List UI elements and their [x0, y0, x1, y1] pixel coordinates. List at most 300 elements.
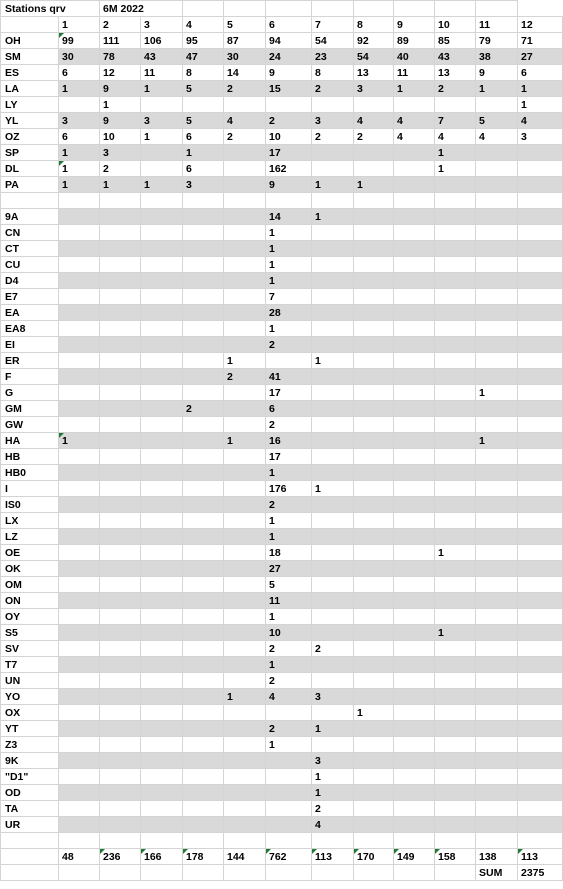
data-cell[interactable]: 15	[266, 81, 312, 97]
data-cell[interactable]: 4	[224, 113, 266, 129]
data-cell[interactable]	[435, 97, 476, 113]
data-cell[interactable]	[100, 337, 141, 353]
row-label-cell[interactable]: SP	[1, 145, 59, 161]
data-cell[interactable]	[518, 177, 563, 193]
row-label-cell[interactable]: CT	[1, 241, 59, 257]
data-cell[interactable]: 14	[224, 65, 266, 81]
data-cell[interactable]	[312, 273, 354, 289]
sum-value-cell[interactable]: 2375	[518, 865, 563, 881]
data-cell[interactable]	[266, 97, 312, 113]
data-cell[interactable]	[224, 737, 266, 753]
data-cell[interactable]	[476, 753, 518, 769]
data-cell[interactable]	[266, 785, 312, 801]
data-cell[interactable]	[476, 529, 518, 545]
data-cell[interactable]	[518, 289, 563, 305]
data-cell[interactable]	[183, 545, 224, 561]
data-cell[interactable]: 1	[476, 433, 518, 449]
data-cell[interactable]	[224, 97, 266, 113]
data-cell[interactable]	[518, 833, 563, 849]
data-cell[interactable]	[354, 673, 394, 689]
data-cell[interactable]	[476, 337, 518, 353]
data-cell[interactable]	[141, 161, 183, 177]
data-cell[interactable]	[435, 785, 476, 801]
data-cell[interactable]	[476, 353, 518, 369]
total-cell[interactable]: 762	[266, 849, 312, 865]
data-cell[interactable]	[476, 705, 518, 721]
data-cell[interactable]	[476, 241, 518, 257]
data-cell[interactable]	[435, 529, 476, 545]
data-cell[interactable]	[100, 561, 141, 577]
data-cell[interactable]	[518, 481, 563, 497]
data-cell[interactable]	[224, 497, 266, 513]
empty-cell[interactable]	[100, 865, 141, 881]
row-label-cell[interactable]: SV	[1, 641, 59, 657]
data-cell[interactable]: 1	[59, 81, 100, 97]
data-cell[interactable]: 30	[224, 49, 266, 65]
data-cell[interactable]: 79	[476, 33, 518, 49]
total-cell[interactable]: 138	[476, 849, 518, 865]
data-cell[interactable]	[435, 817, 476, 833]
data-cell[interactable]	[59, 209, 100, 225]
data-cell[interactable]	[476, 561, 518, 577]
data-cell[interactable]: 3	[354, 81, 394, 97]
data-cell[interactable]	[518, 673, 563, 689]
empty-cell[interactable]	[1, 849, 59, 865]
data-cell[interactable]: 28	[266, 305, 312, 321]
data-cell[interactable]	[476, 193, 518, 209]
data-cell[interactable]: 2	[266, 113, 312, 129]
data-cell[interactable]	[435, 225, 476, 241]
data-cell[interactable]	[59, 385, 100, 401]
data-cell[interactable]: 87	[224, 33, 266, 49]
data-cell[interactable]	[354, 305, 394, 321]
data-cell[interactable]	[224, 337, 266, 353]
row-label-cell[interactable]: YO	[1, 689, 59, 705]
data-cell[interactable]	[476, 449, 518, 465]
data-cell[interactable]: 2	[312, 81, 354, 97]
row-label-cell[interactable]: G	[1, 385, 59, 401]
data-cell[interactable]	[59, 305, 100, 321]
data-cell[interactable]	[312, 593, 354, 609]
data-cell[interactable]: 1	[266, 529, 312, 545]
data-cell[interactable]	[435, 753, 476, 769]
data-cell[interactable]	[224, 609, 266, 625]
data-cell[interactable]: 5	[476, 113, 518, 129]
data-cell[interactable]: 2	[435, 81, 476, 97]
column-header-cell[interactable]: 10	[435, 17, 476, 33]
data-cell[interactable]	[312, 225, 354, 241]
data-cell[interactable]: 92	[354, 33, 394, 49]
data-cell[interactable]	[183, 641, 224, 657]
empty-cell[interactable]	[435, 865, 476, 881]
data-cell[interactable]: 2	[354, 129, 394, 145]
data-cell[interactable]	[394, 417, 435, 433]
data-cell[interactable]	[183, 305, 224, 321]
data-cell[interactable]: 9	[100, 113, 141, 129]
data-cell[interactable]: 1	[100, 97, 141, 113]
data-cell[interactable]	[266, 353, 312, 369]
row-label-cell[interactable]: YT	[1, 721, 59, 737]
data-cell[interactable]: 1	[435, 145, 476, 161]
data-cell[interactable]	[59, 673, 100, 689]
data-cell[interactable]	[312, 193, 354, 209]
data-cell[interactable]	[518, 593, 563, 609]
data-cell[interactable]	[518, 769, 563, 785]
data-cell[interactable]	[59, 321, 100, 337]
data-cell[interactable]	[183, 225, 224, 241]
data-cell[interactable]	[435, 737, 476, 753]
data-cell[interactable]	[100, 833, 141, 849]
data-cell[interactable]	[100, 257, 141, 273]
data-cell[interactable]	[312, 161, 354, 177]
data-cell[interactable]: 1	[266, 609, 312, 625]
data-cell[interactable]	[354, 161, 394, 177]
data-cell[interactable]	[354, 385, 394, 401]
data-cell[interactable]	[476, 801, 518, 817]
data-cell[interactable]: 3	[141, 113, 183, 129]
data-cell[interactable]: 6	[183, 129, 224, 145]
data-cell[interactable]	[59, 401, 100, 417]
data-cell[interactable]: 30	[59, 49, 100, 65]
data-cell[interactable]	[59, 769, 100, 785]
data-cell[interactable]	[518, 545, 563, 561]
data-cell[interactable]: 176	[266, 481, 312, 497]
data-cell[interactable]	[476, 641, 518, 657]
empty-cell[interactable]	[266, 1, 312, 17]
data-cell[interactable]	[354, 257, 394, 273]
empty-cell[interactable]	[435, 1, 476, 17]
data-cell[interactable]	[100, 753, 141, 769]
data-cell[interactable]	[518, 513, 563, 529]
row-label-cell[interactable]: OK	[1, 561, 59, 577]
data-cell[interactable]	[141, 705, 183, 721]
data-cell[interactable]	[183, 257, 224, 273]
data-cell[interactable]	[59, 289, 100, 305]
data-cell[interactable]	[183, 609, 224, 625]
data-cell[interactable]	[354, 417, 394, 433]
data-cell[interactable]	[435, 257, 476, 273]
data-cell[interactable]	[224, 721, 266, 737]
data-cell[interactable]: 18	[266, 545, 312, 561]
data-cell[interactable]: 99	[59, 33, 100, 49]
data-cell[interactable]	[476, 305, 518, 321]
data-cell[interactable]	[476, 321, 518, 337]
data-cell[interactable]	[312, 737, 354, 753]
data-cell[interactable]	[394, 833, 435, 849]
data-cell[interactable]: 43	[435, 49, 476, 65]
data-cell[interactable]	[312, 609, 354, 625]
data-cell[interactable]	[141, 609, 183, 625]
data-cell[interactable]	[100, 433, 141, 449]
data-cell[interactable]	[476, 625, 518, 641]
row-label-cell[interactable]: Z3	[1, 737, 59, 753]
data-cell[interactable]	[476, 673, 518, 689]
data-cell[interactable]	[354, 529, 394, 545]
data-cell[interactable]	[183, 465, 224, 481]
data-cell[interactable]	[224, 513, 266, 529]
data-cell[interactable]	[100, 769, 141, 785]
data-cell[interactable]	[59, 785, 100, 801]
data-cell[interactable]	[312, 305, 354, 321]
row-label-cell[interactable]: HB	[1, 449, 59, 465]
data-cell[interactable]	[354, 817, 394, 833]
data-cell[interactable]	[354, 209, 394, 225]
column-header-cell[interactable]: 8	[354, 17, 394, 33]
data-cell[interactable]	[394, 609, 435, 625]
data-cell[interactable]: 6	[183, 161, 224, 177]
data-cell[interactable]: 2	[224, 369, 266, 385]
row-label-cell[interactable]: IS0	[1, 497, 59, 513]
data-cell[interactable]: 1	[266, 513, 312, 529]
data-cell[interactable]	[59, 625, 100, 641]
data-cell[interactable]	[224, 593, 266, 609]
data-cell[interactable]	[141, 593, 183, 609]
empty-cell[interactable]	[183, 865, 224, 881]
data-cell[interactable]	[476, 97, 518, 113]
data-cell[interactable]	[354, 433, 394, 449]
data-cell[interactable]	[435, 305, 476, 321]
data-cell[interactable]	[59, 225, 100, 241]
data-cell[interactable]	[141, 257, 183, 273]
data-cell[interactable]: 2	[266, 337, 312, 353]
data-cell[interactable]	[435, 561, 476, 577]
data-cell[interactable]	[394, 817, 435, 833]
data-cell[interactable]	[141, 193, 183, 209]
data-cell[interactable]	[183, 769, 224, 785]
data-cell[interactable]	[354, 289, 394, 305]
data-cell[interactable]: 89	[394, 33, 435, 49]
data-cell[interactable]	[141, 801, 183, 817]
data-cell[interactable]	[100, 641, 141, 657]
sum-label-cell[interactable]: SUM	[476, 865, 518, 881]
data-cell[interactable]	[394, 657, 435, 673]
data-cell[interactable]	[518, 753, 563, 769]
data-cell[interactable]: 9	[266, 177, 312, 193]
data-cell[interactable]	[354, 465, 394, 481]
data-cell[interactable]	[100, 513, 141, 529]
data-cell[interactable]	[435, 481, 476, 497]
row-label-cell[interactable]: HB0	[1, 465, 59, 481]
data-cell[interactable]: 17	[266, 449, 312, 465]
data-cell[interactable]	[394, 177, 435, 193]
data-cell[interactable]	[394, 705, 435, 721]
column-header-cell[interactable]: 4	[183, 17, 224, 33]
data-cell[interactable]: 6	[59, 129, 100, 145]
data-cell[interactable]: 1	[266, 241, 312, 257]
data-cell[interactable]	[354, 737, 394, 753]
data-cell[interactable]: 23	[312, 49, 354, 65]
data-cell[interactable]	[141, 353, 183, 369]
data-cell[interactable]	[518, 497, 563, 513]
total-cell[interactable]: 113	[518, 849, 563, 865]
data-cell[interactable]	[435, 337, 476, 353]
data-cell[interactable]	[435, 401, 476, 417]
data-cell[interactable]	[141, 721, 183, 737]
data-cell[interactable]	[100, 609, 141, 625]
data-cell[interactable]	[518, 401, 563, 417]
data-cell[interactable]	[312, 369, 354, 385]
data-cell[interactable]	[476, 497, 518, 513]
data-cell[interactable]	[59, 833, 100, 849]
data-cell[interactable]	[141, 209, 183, 225]
data-cell[interactable]	[476, 481, 518, 497]
sheet-title-cell[interactable]: Stations qrv	[1, 1, 100, 17]
data-cell[interactable]: 94	[266, 33, 312, 49]
data-cell[interactable]	[435, 833, 476, 849]
data-cell[interactable]	[354, 593, 394, 609]
data-cell[interactable]	[476, 833, 518, 849]
data-cell[interactable]	[394, 513, 435, 529]
data-cell[interactable]	[518, 257, 563, 273]
data-cell[interactable]	[224, 545, 266, 561]
data-cell[interactable]	[518, 305, 563, 321]
data-cell[interactable]	[224, 225, 266, 241]
data-cell[interactable]	[141, 417, 183, 433]
data-cell[interactable]	[141, 737, 183, 753]
data-cell[interactable]	[183, 417, 224, 433]
data-cell[interactable]	[100, 225, 141, 241]
data-cell[interactable]	[312, 257, 354, 273]
column-header-cell[interactable]: 5	[224, 17, 266, 33]
data-cell[interactable]: 1	[435, 161, 476, 177]
data-cell[interactable]	[141, 769, 183, 785]
data-cell[interactable]	[100, 529, 141, 545]
data-cell[interactable]	[59, 513, 100, 529]
data-cell[interactable]	[476, 289, 518, 305]
data-cell[interactable]: 1	[312, 481, 354, 497]
total-cell[interactable]: 236	[100, 849, 141, 865]
data-cell[interactable]	[476, 577, 518, 593]
data-cell[interactable]: 1	[476, 81, 518, 97]
row-label-cell[interactable]: ES	[1, 65, 59, 81]
row-label-cell[interactable]: GM	[1, 401, 59, 417]
data-cell[interactable]	[224, 529, 266, 545]
data-cell[interactable]	[518, 609, 563, 625]
data-cell[interactable]	[141, 241, 183, 257]
data-cell[interactable]	[354, 721, 394, 737]
data-cell[interactable]	[183, 97, 224, 113]
row-label-cell[interactable]: OD	[1, 785, 59, 801]
row-label-cell[interactable]: EA8	[1, 321, 59, 337]
data-cell[interactable]	[354, 353, 394, 369]
data-cell[interactable]	[100, 625, 141, 641]
data-cell[interactable]	[224, 241, 266, 257]
data-cell[interactable]: 24	[266, 49, 312, 65]
data-cell[interactable]	[435, 465, 476, 481]
data-cell[interactable]	[354, 97, 394, 113]
row-label-cell[interactable]: HA	[1, 433, 59, 449]
data-cell[interactable]	[394, 625, 435, 641]
data-cell[interactable]	[141, 817, 183, 833]
column-header-cell[interactable]: 7	[312, 17, 354, 33]
data-cell[interactable]	[312, 97, 354, 113]
data-cell[interactable]	[59, 497, 100, 513]
data-cell[interactable]: 1	[312, 785, 354, 801]
data-cell[interactable]	[59, 369, 100, 385]
row-label-cell[interactable]: 9K	[1, 753, 59, 769]
data-cell[interactable]	[476, 785, 518, 801]
data-cell[interactable]	[394, 385, 435, 401]
data-cell[interactable]	[59, 257, 100, 273]
data-cell[interactable]	[224, 577, 266, 593]
data-cell[interactable]	[59, 465, 100, 481]
data-cell[interactable]	[141, 321, 183, 337]
data-cell[interactable]	[224, 817, 266, 833]
total-cell[interactable]: 144	[224, 849, 266, 865]
data-cell[interactable]	[100, 785, 141, 801]
data-cell[interactable]	[354, 769, 394, 785]
data-cell[interactable]	[394, 577, 435, 593]
data-cell[interactable]	[183, 721, 224, 737]
data-cell[interactable]	[141, 465, 183, 481]
data-cell[interactable]	[100, 353, 141, 369]
data-cell[interactable]	[224, 625, 266, 641]
data-cell[interactable]: 9	[476, 65, 518, 81]
data-cell[interactable]	[224, 641, 266, 657]
data-cell[interactable]	[476, 225, 518, 241]
data-cell[interactable]	[518, 689, 563, 705]
data-cell[interactable]	[183, 801, 224, 817]
data-cell[interactable]	[312, 625, 354, 641]
empty-cell[interactable]	[224, 865, 266, 881]
data-cell[interactable]: 13	[354, 65, 394, 81]
data-cell[interactable]	[394, 241, 435, 257]
data-cell[interactable]: 4	[435, 129, 476, 145]
row-label-cell[interactable]: TA	[1, 801, 59, 817]
data-cell[interactable]: 1	[435, 625, 476, 641]
data-cell[interactable]	[476, 657, 518, 673]
data-cell[interactable]: 3	[312, 113, 354, 129]
data-cell[interactable]: 95	[183, 33, 224, 49]
data-cell[interactable]: 54	[354, 49, 394, 65]
total-cell[interactable]: 149	[394, 849, 435, 865]
data-cell[interactable]	[141, 657, 183, 673]
data-cell[interactable]	[59, 417, 100, 433]
data-cell[interactable]	[224, 833, 266, 849]
data-cell[interactable]	[435, 209, 476, 225]
data-cell[interactable]	[224, 753, 266, 769]
data-cell[interactable]	[183, 241, 224, 257]
row-label-cell[interactable]: EI	[1, 337, 59, 353]
data-cell[interactable]	[312, 657, 354, 673]
data-cell[interactable]: 41	[266, 369, 312, 385]
empty-cell[interactable]	[354, 865, 394, 881]
data-cell[interactable]	[100, 721, 141, 737]
data-cell[interactable]: 1	[224, 433, 266, 449]
data-cell[interactable]	[354, 545, 394, 561]
data-cell[interactable]	[141, 385, 183, 401]
data-cell[interactable]	[224, 705, 266, 721]
empty-cell[interactable]	[394, 1, 435, 17]
data-cell[interactable]	[59, 577, 100, 593]
data-cell[interactable]	[476, 417, 518, 433]
data-cell[interactable]	[183, 289, 224, 305]
data-cell[interactable]	[59, 97, 100, 113]
empty-cell[interactable]	[266, 865, 312, 881]
data-cell[interactable]	[435, 801, 476, 817]
data-cell[interactable]	[100, 481, 141, 497]
data-cell[interactable]	[100, 465, 141, 481]
empty-cell[interactable]	[394, 865, 435, 881]
data-cell[interactable]	[224, 673, 266, 689]
data-cell[interactable]	[312, 465, 354, 481]
data-cell[interactable]	[354, 785, 394, 801]
data-cell[interactable]: 9	[266, 65, 312, 81]
data-cell[interactable]: 1	[476, 385, 518, 401]
total-cell[interactable]: 166	[141, 849, 183, 865]
data-cell[interactable]: 5	[266, 577, 312, 593]
row-label-cell[interactable]: EA	[1, 305, 59, 321]
